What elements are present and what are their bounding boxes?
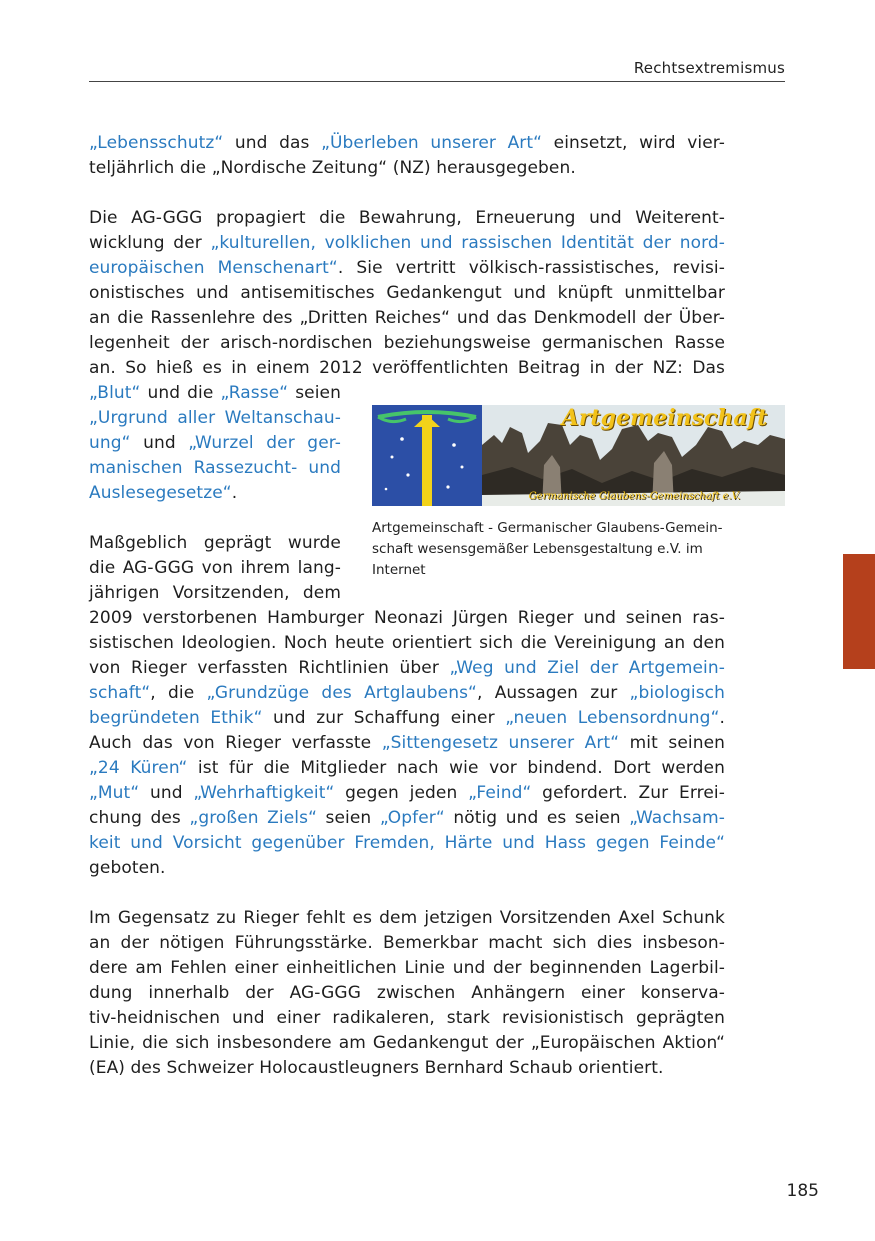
quoted-phrase: „Wehrhaftigkeit“: [193, 783, 335, 803]
text-segment: , die: [150, 683, 207, 703]
quoted-phrase: ung“: [89, 433, 131, 453]
text-segment: an die Rassenlehre des „Dritten Reiches“ und das Denkmodell der Über-: [89, 308, 725, 328]
page-number: 185: [786, 1181, 819, 1201]
text-segment: legenheit der arisch-nordischen beziehungsweise germanischen Rasse: [89, 333, 725, 353]
text-line: [89, 606, 725, 631]
text-line: [89, 331, 725, 356]
quoted-phrase: „biologisch: [629, 683, 725, 703]
figure-caption-line: schaft wesensgemäßer Lebensgestaltung e.V. im: [372, 541, 703, 557]
artgemeinschaft-banner-image: [372, 405, 785, 506]
text-segment: onistisches und antisemitisches Gedankengut und knüpft unmittelbar: [89, 283, 725, 303]
quoted-phrase: „Wachsam-: [629, 808, 726, 828]
figure-caption-line: Artgemeinschaft - Germanischer Glaubens-Gemein-: [372, 520, 723, 536]
text-line: [89, 681, 725, 706]
text-line: [89, 256, 725, 281]
text-segment: und die: [140, 383, 221, 403]
text-line: [89, 806, 725, 831]
text-segment: Linie, die sich insbesondere am Gedankengut der „Europäischen Aktion“: [89, 1033, 725, 1053]
text-line: [89, 906, 725, 931]
text-line: [89, 156, 576, 181]
text-segment: chung des: [89, 808, 190, 828]
text-segment: und zur Schaffung einer: [262, 708, 506, 728]
text-line: [89, 781, 725, 806]
text-segment: von Rieger verfassten Richtlinien über: [89, 658, 450, 678]
text-line: [89, 856, 166, 881]
text-line: [89, 631, 725, 656]
text-segment: jährigen Vorsitzenden, dem: [89, 583, 341, 603]
text-segment: geboten.: [89, 858, 166, 878]
quoted-phrase: „24 Küren“: [89, 758, 188, 778]
quoted-phrase: „neuen Lebensordnung“: [505, 708, 720, 728]
quoted-phrase: „Rasse“: [220, 383, 289, 403]
text-segment: Maßgeblich geprägt wurde: [89, 533, 341, 553]
text-line: [89, 831, 725, 856]
text-segment: sistischen Ideologien. Noch heute orientiert sich die Vereinigung an den: [89, 633, 725, 653]
text-segment: wicklung der: [89, 233, 211, 253]
quoted-phrase: „Sittengesetz unserer Art“: [381, 733, 620, 753]
quoted-phrase: europäischen Menschenart“: [89, 258, 338, 278]
quoted-phrase: „Weg und Ziel der Artgemein-: [449, 658, 725, 678]
quoted-phrase: Auslesegesetze“: [89, 483, 232, 503]
text-segment: dere am Fehlen einer einheitlichen Linie und der beginnenden Lagerbil-: [89, 958, 725, 978]
text-segment: einsetzt, wird vier-: [542, 133, 725, 153]
header-rule: [89, 81, 785, 82]
quoted-phrase: „Urgrund aller Weltanschau-: [89, 408, 341, 428]
banner-title: Artgemeinschaft: [561, 405, 768, 431]
text-line: [89, 1056, 664, 1081]
text-line: [89, 981, 725, 1006]
text-line: [89, 956, 725, 981]
text-line: [89, 431, 341, 456]
irminsul-flag-icon: [372, 405, 482, 506]
text-line: [89, 706, 725, 731]
text-line: [89, 131, 725, 156]
text-segment: nötig und es seien: [444, 808, 630, 828]
text-line: [89, 356, 725, 381]
text-line: [89, 556, 341, 581]
quoted-phrase: manischen Rassezucht- und: [89, 458, 341, 478]
text-segment: die AG-GGG von ihrem lang-: [89, 558, 341, 578]
text-segment: und das: [223, 133, 322, 153]
text-segment: seien: [317, 808, 380, 828]
text-line: [89, 456, 341, 481]
quoted-phrase: „Grundzüge des Artglaubens“: [206, 683, 477, 703]
text-line: [89, 231, 725, 256]
text-line: [89, 1006, 725, 1031]
quoted-phrase: keit und Vorsicht gegenüber Fremden, Härte und Hass gegen Feinde“: [89, 833, 725, 853]
text-line: [89, 756, 725, 781]
text-segment: . Sie vertritt völkisch-rassistisches, revisi-: [337, 258, 725, 278]
text-segment: seien: [288, 383, 341, 403]
text-segment: , Aussagen zur: [476, 683, 630, 703]
text-segment: (EA) des Schweizer Holocaustleugners Bernhard Schaub orientiert.: [89, 1058, 664, 1078]
text-segment: gefordert. Zur Errei-: [531, 783, 725, 803]
figure-caption-line: Internet: [372, 562, 426, 578]
text-segment: an der nötigen Führungsstärke. Bemerkbar macht sich dies insbeson-: [89, 933, 725, 953]
text-segment: tiv-heidnischen und einer radikaleren, stark revisionistisch geprägten: [89, 1008, 725, 1028]
text-line: [89, 731, 725, 756]
text-segment: Auch das von Rieger verfasste: [89, 733, 382, 753]
text-segment: an. So hieß es in einem 2012 veröffentlichten Beitrag in der NZ: Das: [89, 358, 725, 378]
text-line: [89, 531, 341, 556]
quoted-phrase: „Lebensschutz“: [89, 133, 224, 153]
text-segment: .: [231, 483, 238, 503]
text-segment: Die AG-GGG propagiert die Bewahrung, Erneuerung und Weiterent-: [89, 208, 725, 228]
quoted-phrase: begründeten Ethik“: [89, 708, 263, 728]
quoted-phrase: „Mut“: [89, 783, 140, 803]
quoted-phrase: „Wurzel der ger-: [188, 433, 341, 453]
quoted-phrase: „Feind“: [468, 783, 532, 803]
text-line: [89, 581, 341, 606]
text-segment: .: [719, 708, 725, 728]
quoted-phrase: „großen Ziels“: [189, 808, 317, 828]
text-segment: dung innerhalb der AG-GGG zwischen Anhängern einer konserva-: [89, 983, 725, 1003]
text-line: [89, 1031, 725, 1056]
text-segment: teljährlich die „Nordische Zeitung“ (NZ) herausgegeben.: [89, 158, 576, 178]
quoted-phrase: „kulturellen, volklichen und rassischen Identität der nord-: [210, 233, 726, 253]
text-line: [89, 206, 725, 231]
text-line: [89, 656, 725, 681]
text-line: [89, 281, 725, 306]
text-line: [89, 481, 341, 506]
quoted-phrase: „Überleben unserer Art“: [321, 133, 543, 153]
quoted-phrase: „Blut“: [89, 383, 141, 403]
text-segment: mit seinen: [619, 733, 726, 753]
banner-subtitle: Germanische Glaubens-Gemeinschaft e.V.: [528, 491, 741, 502]
text-segment: und: [139, 783, 194, 803]
text-segment: 2009 verstorbenen Hamburger Neonazi Jürgen Rieger und seinen ras-: [89, 608, 725, 628]
text-line: [89, 931, 725, 956]
quoted-phrase: schaft“: [89, 683, 151, 703]
text-line: [89, 406, 341, 431]
text-segment: Im Gegensatz zu Rieger fehlt es dem jetzigen Vorsitzenden Axel Schunk: [89, 908, 725, 928]
quoted-phrase: „Opfer“: [379, 808, 445, 828]
chapter-tab-marker: [843, 554, 875, 669]
text-line: [89, 306, 725, 331]
text-segment: und: [130, 433, 189, 453]
text-segment: gegen jeden: [334, 783, 469, 803]
text-line: [89, 381, 341, 406]
running-header: Rechtsextremismus: [633, 59, 785, 77]
text-segment: ist für die Mitglieder nach wie vor bindend. Dort werden: [187, 758, 725, 778]
